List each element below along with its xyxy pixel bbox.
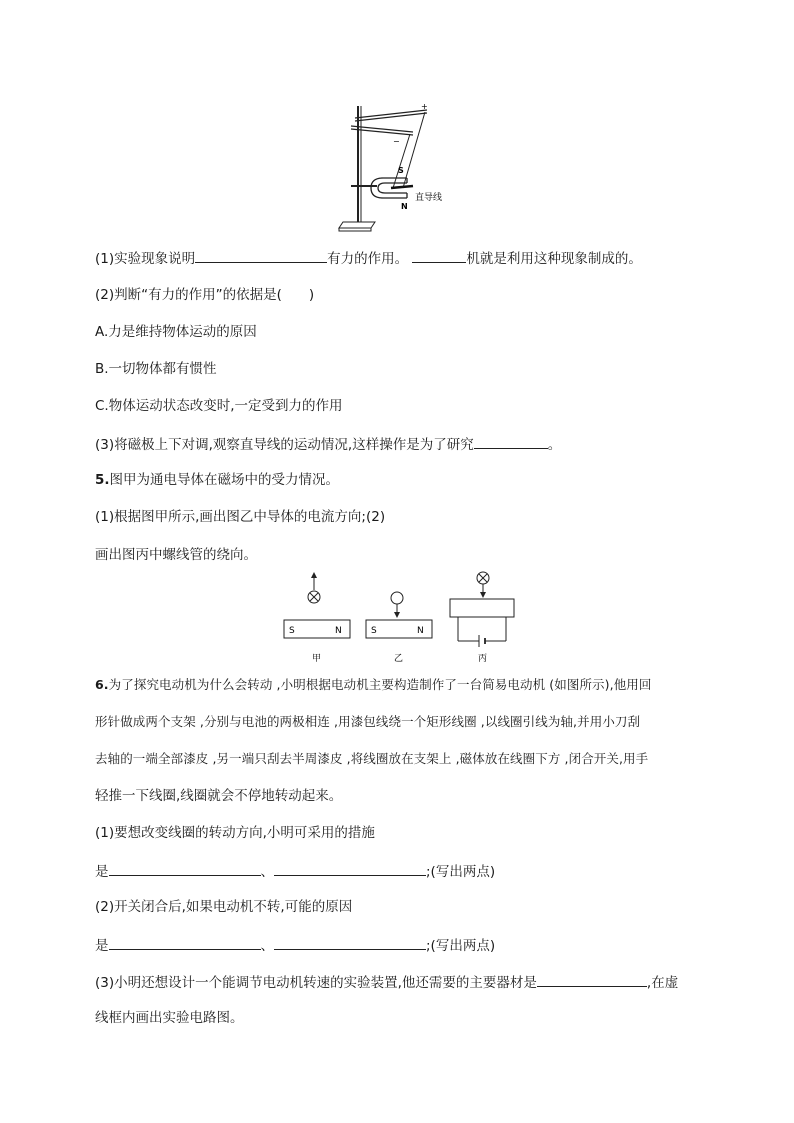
q4-option-b: B.一切物体都有惯性 — [95, 361, 217, 377]
jia-s-label: S — [289, 626, 295, 636]
s-pole-label: S — [398, 166, 404, 175]
plus-terminal-label: + — [421, 102, 428, 111]
answer-blank[interactable] — [537, 972, 647, 987]
q5-part2: 画出图丙中螺线管的绕向。 — [95, 547, 257, 563]
diagram-bing — [450, 572, 514, 664]
q4-part1-text-a: (1)实验现象说明 — [95, 251, 196, 267]
q6-part3 — [95, 972, 678, 992]
answer-blank[interactable] — [109, 935, 261, 950]
q6-p1-sep: 、 — [260, 864, 274, 880]
yi-n-label: N — [417, 626, 424, 636]
q6-number: 6. — [95, 677, 109, 692]
q6-p3-end: ,在虚 — [646, 975, 679, 991]
q5-title — [95, 471, 339, 489]
q4-option-a: A.力是维持物体运动的原因 — [95, 324, 257, 340]
q6-line3: 去轴的一端全部漆皮 ,另一端只刮去半周漆皮 ,将线圈放在支架上 ,磁体放在线圈下方 ,闭合开关,用手 — [95, 751, 649, 766]
q6-line4: 轻推一下线圈,线圈就会不停地转动起来。 — [95, 788, 343, 804]
q4-part3-end: 。 — [547, 437, 562, 453]
q6-part3-line2: 线框内画出实验电路图。 — [95, 1010, 244, 1026]
q6-p2-sep: 、 — [260, 938, 274, 954]
q4-part3 — [95, 434, 561, 454]
q6-part1: (1)要想改变线圈的转动方向,小明可采用的措施 — [95, 825, 375, 841]
q6-p2-end: ;(写出两点) — [426, 938, 496, 954]
q6-part2: (2)开关闭合后,如果电动机不转,可能的原因 — [95, 899, 353, 915]
magnet-diagrams-figure — [280, 568, 520, 668]
q6-part2-blanks — [95, 935, 495, 955]
q6-p1-prefix: 是 — [95, 864, 109, 880]
q5-title-text: 图甲为通电导体在磁场中的受力情况。 — [109, 472, 340, 488]
diagram-jia — [284, 572, 350, 664]
experiment-apparatus-figure — [335, 100, 465, 235]
answer-blank[interactable] — [474, 434, 548, 449]
q5-part1: (1)根据图甲所示,画出图乙中导体的电流方向;(2) — [95, 509, 386, 525]
q6-p2-prefix: 是 — [95, 938, 109, 954]
answer-blank[interactable] — [412, 248, 466, 263]
q6-text-1: 为了探究电动机为什么会转动 ,小明根据电动机主要构造制作了一台简易电动机 (如图所示),他用回 — [108, 677, 652, 692]
q6-line2: 形针做成两个支架 ,分别与电池的两极相连 ,用漆包线绕一个矩形线圈 ,以线圈引线为轴,并用小刀刮 — [95, 714, 641, 729]
q5-number: 5. — [95, 472, 110, 488]
answer-blank[interactable] — [274, 935, 426, 950]
n-pole-label: N — [401, 202, 408, 211]
q4-part3-text: (3)将磁极上下对调,观察直导线的运动情况,这样操作是为了研究 — [95, 437, 474, 453]
caption-bing: 丙 — [478, 654, 488, 664]
q6-line1 — [95, 676, 652, 694]
q6-p3-text: (3)小明还想设计一个能调节电动机转速的实验装置,他还需要的主要器材是 — [95, 975, 537, 991]
q4-part1-text-c: 机就是利用这种现象制成的。 — [466, 251, 642, 267]
yi-s-label: S — [371, 626, 377, 636]
minus-terminal-label: − — [393, 137, 400, 146]
answer-blank[interactable] — [274, 861, 426, 876]
caption-yi: 乙 — [394, 654, 404, 664]
q6-part1-blanks — [95, 861, 495, 881]
q4-part1 — [95, 248, 642, 268]
diagram-yi — [366, 592, 432, 664]
answer-blank[interactable] — [109, 861, 261, 876]
q4-part2: (2)判断“有力的作用”的依据是( ) — [95, 287, 315, 303]
caption-jia: 甲 — [312, 654, 322, 664]
q4-part1-text-b: 有力的作用。 — [327, 251, 409, 267]
answer-blank[interactable] — [195, 248, 327, 263]
q6-p1-end: ;(写出两点) — [426, 864, 496, 880]
q4-option-c: C.物体运动状态改变时,一定受到力的作用 — [95, 398, 343, 414]
jia-n-label: N — [335, 626, 342, 636]
wire-label: 直导线 — [415, 193, 443, 203]
